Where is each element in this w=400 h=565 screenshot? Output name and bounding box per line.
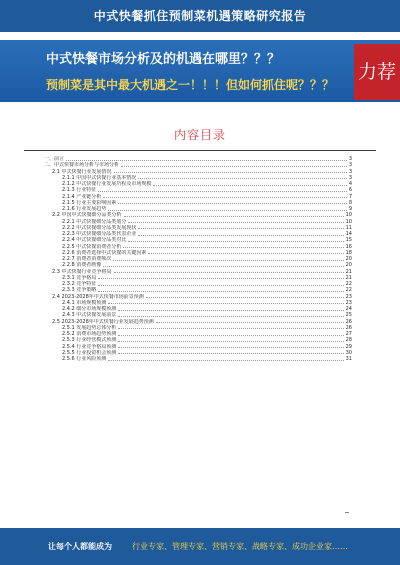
toc-entry-title: 2.2.3 中式快餐细分品类代表企业 <box>62 231 137 237</box>
toc-entry-page: 21 <box>345 274 352 281</box>
toc-title: 内容目录 <box>173 128 226 142</box>
toc-entry-page: 20 <box>345 256 352 262</box>
toc-leader-dots <box>118 201 347 204</box>
toc-entry-title: 二、中式快餐市场分析与市场分析 <box>44 162 120 169</box>
toc-entry-page: 18 <box>345 249 352 256</box>
toc-entry[interactable] <box>44 356 352 362</box>
toc-entry-page: 14 <box>345 231 352 237</box>
toc-entry-title: 2.2.1 中式快餐细分品类划分 <box>62 218 127 225</box>
toc-leader-dots <box>118 308 343 311</box>
toc-entry-title: 2.5.5 行业投资机会预测 <box>62 349 117 356</box>
toc-leader-dots <box>146 295 344 298</box>
footer-bar <box>0 528 400 565</box>
toc-entry-page: 31 <box>345 356 352 362</box>
toc-entry-page: 30 <box>345 349 352 356</box>
toc-entry-page: 23 <box>345 299 352 306</box>
toc-entry-page: 10 <box>345 218 352 225</box>
toc-entry-title: 2.5.2 消费市场趋势预测 <box>62 331 117 337</box>
toc-entry-page: 23 <box>345 293 352 300</box>
toc-entry-page: 22 <box>345 287 352 294</box>
toc-leader-dots <box>128 220 343 223</box>
toc-entry-title: 2.2.5 中式快餐消费者分析 <box>62 243 122 250</box>
toc-leader-dots <box>98 189 347 192</box>
toc-entry-title: 2.2.4 中式快餐细分品类对比 <box>62 237 127 244</box>
toc-entry-page: 3 <box>348 168 352 175</box>
toc-leader-dots <box>98 283 343 286</box>
toc-entry-title: 2.5 2023-2028年中式快餐行业发展趋势预测 <box>52 318 154 325</box>
report-title: 中式快餐抓住预制菜机遇策略研究报告 <box>93 9 307 23</box>
toc-entry-page: 3 <box>348 156 352 162</box>
toc-entry-title: 2.4.1 市场规模预测 <box>62 299 107 306</box>
toc-entry-title: 2.1.1 中国中式快餐行业基本情况 <box>62 174 137 181</box>
footer-roles: 行业专家、管理专家、营销专家、战略专家、成功企业家…… <box>132 542 348 551</box>
toc-leader-dots <box>66 158 347 161</box>
toc-leader-dots <box>114 170 347 173</box>
toc-entry-title: 2.1.3 行业特征 <box>62 187 97 194</box>
toc-entry-page: 10 <box>345 212 352 219</box>
toc-leader-dots <box>121 164 347 167</box>
promo-banner <box>0 40 400 102</box>
toc-entry-title: 2.2.8 消费者画像 <box>62 262 102 269</box>
toc-entry-title: 2.1.6 行业发展趋势 <box>62 206 107 212</box>
toc-entry-title: 2.1.2 中式快餐行业发展历程及市场规模 <box>62 181 152 187</box>
toc-entry-title: 2.4 2023-2028年中式快餐市场前景预测 <box>52 293 144 300</box>
toc-entry-page: 11 <box>345 224 352 231</box>
toc-entry-title: 2.3.3 竞争策略 <box>62 287 97 294</box>
toc-entry-page: 26 <box>345 324 352 331</box>
toc-entry-title: 2.1.5 行业主要影响因素 <box>62 199 117 206</box>
toc-leader-dots <box>156 320 344 323</box>
toc-entry-title: 2.3.2 竞争特征 <box>62 281 97 287</box>
toc-entry-title: 2.2.7 消费者消费频次 <box>62 256 112 262</box>
toc-leader-dots <box>138 233 343 236</box>
toc-entry-title: 2.5.3 行业经营模式预测 <box>62 337 117 344</box>
toc-leader-dots <box>103 264 343 267</box>
toc-entry-title: 2.2.6 消费者选择中式快餐的关键因素 <box>62 249 147 256</box>
table-of-contents <box>44 156 352 362</box>
toc-entry-title: 2.4.3 中式快餐发展前景 <box>62 312 117 319</box>
toc-leader-dots <box>138 226 343 229</box>
recommend-badge <box>354 44 400 100</box>
toc-entry-page: 25 <box>345 312 352 319</box>
toc-entry-page: 27 <box>345 331 352 337</box>
page-marker <box>345 512 349 513</box>
toc-entry-page: 3 <box>348 162 352 169</box>
banner-headline: 中式快餐市场分析及的机遇在哪里？？？ <box>46 52 281 67</box>
report-title-bar <box>0 0 400 32</box>
toc-leader-dots <box>108 358 343 361</box>
toc-entry-title: 2.4.2 细分市场规模预测 <box>62 306 117 312</box>
toc-leader-dots <box>153 183 346 186</box>
toc-entry-title: 2.3.1 竞争格局 <box>62 274 97 281</box>
toc-leader-dots <box>124 214 344 217</box>
toc-entry-title: 2.2.2 中式快餐细分品类发展现状 <box>62 224 137 231</box>
toc-leader-dots <box>128 239 343 242</box>
toc-entry-page: 20 <box>345 262 352 269</box>
toc-entry-page: 22 <box>345 281 352 287</box>
recommend-badge-text: 力荐 <box>357 61 396 83</box>
toc-entry-title: 一、前言 <box>44 156 65 162</box>
toc-leader-dots <box>108 208 347 211</box>
toc-entry-page: 4 <box>348 181 352 187</box>
toc-leader-dots <box>118 345 343 348</box>
toc-leader-dots <box>118 339 343 342</box>
toc-entry-page: 29 <box>345 343 352 350</box>
toc-entry-page: 21 <box>345 268 352 275</box>
toc-entry-title: 2.1 中式快餐行业发展情况 <box>52 168 112 175</box>
toc-entry-page: 28 <box>345 337 352 344</box>
toc-leader-dots <box>114 270 344 273</box>
toc-entry-title: 2.5.6 行业风险预测 <box>62 356 107 362</box>
toc-entry-page: 16 <box>345 243 352 250</box>
toc-leader-dots <box>103 195 347 198</box>
toc-entry-page: 8 <box>348 199 352 206</box>
toc-leader-dots <box>148 251 343 254</box>
toc-leader-dots <box>118 333 343 336</box>
toc-leader-dots <box>138 176 346 179</box>
toc-entry-title: 2.3 中式快餐行业竞争格局 <box>52 268 112 275</box>
toc-entry-title: 2.5.4 行业竞争格局预测 <box>62 343 117 350</box>
toc-entry-title: 2.5.1 发展趋势总体分析 <box>62 324 117 331</box>
toc-entry-page: 15 <box>345 237 352 244</box>
toc-leader-dots <box>118 314 343 317</box>
toc-leader-dots <box>118 351 343 354</box>
toc-leader-dots <box>108 301 343 304</box>
toc-leader-dots <box>113 258 343 261</box>
toc-divider <box>24 150 376 151</box>
toc-leader-dots <box>98 276 343 279</box>
toc-entry-title: 2.1.4 产业链分析 <box>62 193 102 200</box>
toc-leader-dots <box>123 245 343 248</box>
toc-leader-dots <box>98 289 343 292</box>
toc-entry-page: 26 <box>345 318 352 325</box>
footer-slogan: 让每个人都能成为 <box>48 542 112 551</box>
toc-entry-page: 6 <box>348 187 352 194</box>
toc-entry-title: 2.2 中国中式快餐细分品类分析 <box>52 212 122 219</box>
toc-entry-page: 3 <box>348 174 352 181</box>
toc-leader-dots <box>118 326 343 329</box>
toc-entry-page: 9 <box>348 206 352 212</box>
toc-entry-page: 7 <box>348 193 352 200</box>
toc-entry-page: 24 <box>345 306 352 312</box>
banner-subheadline: 预制菜是其中最大机遇之一！！！但如何抓住呢？？？ <box>46 78 335 92</box>
